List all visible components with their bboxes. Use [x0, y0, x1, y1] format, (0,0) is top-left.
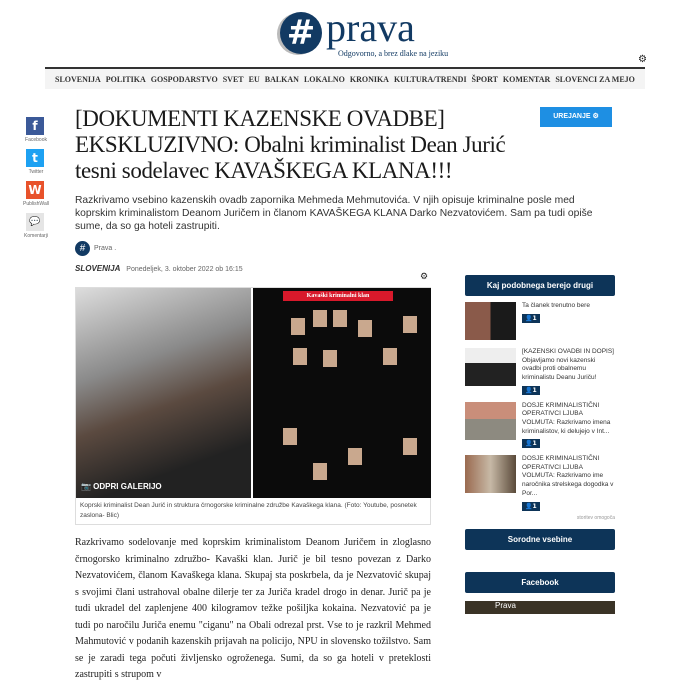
related-item[interactable]	[465, 348, 615, 396]
nav-komentar[interactable]: KOMENTAR	[502, 74, 551, 84]
share-facebook[interactable]	[25, 117, 47, 143]
author-avatar: #	[75, 241, 90, 256]
nav-kronika[interactable]: KRONIKA	[349, 74, 389, 84]
item-title: DOSJE KRIMINALISTIČNI OPERATIVCI LJUBA VOLMUTA: Razkrivamo ime naročnika strelskega dogodka v Por...	[522, 455, 614, 497]
article-title: [DOKUMENTI KAZENSKE OVADBE] EKSKLUZIVNO: Obalni kriminalist Dean Jurić tesni sodelavec KAVAŠKEGA KLANA!!!	[75, 106, 506, 183]
thumbnail	[465, 455, 516, 493]
item-title: DOSJE KRIMINALISTIČNI OPERATIVCI LJUBA VOLMUTA: Razkrivamo imena kriminalistov, ki delujejo v Int...	[522, 401, 611, 435]
item-title: [KAZENSKI OVADBI IN DOPIS] Objavljamo novi kazenski ovadbi proti obalnemu kriminalistu Deanu Juriču!	[522, 348, 614, 382]
reader-count: 👤1	[522, 386, 540, 395]
thumbnail	[465, 302, 516, 340]
nav-svet[interactable]: SVET	[222, 74, 244, 84]
gear-icon[interactable]: ⚙	[420, 271, 429, 281]
share-label: Komentarji	[24, 233, 48, 239]
facebook-icon: f	[26, 117, 44, 135]
article-body: Razkrivamo sodelovanje med koprskim kriminalistom Deanom Juričem in zloglasno črnogorsko kriminalno združbo- Kavaški klan. Jurič je bil tesno povezan z Darko Nezvatovićem, članom Kavaškega klana. Skupaj sta poskrbela, da je Nezvatović skupaj s svojimi člani ustrahoval obalne dilerje ter za Juriča kradel drogo in denar. Jurič pa je tudi ukradel del zaplenjene 400 kilogramov težke pošiljka kokaina. Nezvatović pa je tudi po naročilu Juriča enemu "ciganu" na Obali odrezal prst. Vse to je razkril Mehmed Mahmutović v podanih kazenskih prijavah na policijo, NPU in slovensko tožilstvo. Sam se je zaradi tega počuti življensko ogroženega. Sumi, da so ga hoteli v preteklosti zastrupiti s strupom v	[75, 537, 431, 680]
reader-count: 👤1	[522, 314, 540, 323]
image-banner: Kavaški kriminalni klan	[283, 291, 393, 301]
edit-button[interactable]: UREJANJE ⚙	[540, 107, 612, 127]
powered-by[interactable]: storitev omogoča	[576, 515, 615, 522]
reader-count: 👤1	[522, 502, 540, 511]
reader-count: 👤1	[522, 439, 540, 448]
facebook-widget[interactable]	[465, 601, 615, 614]
photo-portrait[interactable]	[76, 288, 251, 498]
photo-clan-structure[interactable]	[253, 288, 431, 498]
item-title: Ta članek trenutno bere	[522, 302, 590, 309]
share-publishwall[interactable]	[25, 181, 47, 207]
nav-gospodarstvo[interactable]: GOSPODARSTVO	[150, 74, 218, 84]
share-label: PublishWall	[23, 201, 49, 207]
share-label: Facebook	[25, 137, 47, 143]
article-date: Ponedeljek, 3. oktober 2022 ob 16:15	[126, 266, 243, 273]
twitter-icon: t	[26, 149, 44, 167]
related-item[interactable]	[465, 402, 615, 450]
publishwall-icon: W	[26, 181, 44, 199]
fb-page-name: Prava	[495, 601, 516, 611]
nav-slovenci-za-mejo[interactable]: SLOVENCI ZA MEJO	[555, 74, 635, 84]
share-comments[interactable]	[25, 213, 47, 239]
author-name: Prava .	[94, 245, 117, 252]
logo-hash-icon: #	[280, 12, 322, 54]
gear-icon[interactable]: ⚙	[638, 54, 647, 65]
nav-kultura[interactable]: KULTURA/TRENDI	[393, 74, 467, 84]
reading-header: Kaj podobnega berejo drugi	[465, 275, 615, 296]
article-meta	[75, 264, 540, 273]
site-logo[interactable]	[280, 5, 449, 60]
related-content-header[interactable]: Sorodne vsebine	[465, 529, 615, 550]
sidebar	[465, 275, 615, 614]
nav-eu[interactable]: EU	[248, 74, 260, 84]
related-item[interactable]	[465, 455, 615, 511]
thumbnail	[465, 402, 516, 440]
logo-wordmark: prava	[326, 5, 415, 50]
nav-politika[interactable]: POLITIKA	[105, 74, 146, 84]
comment-icon: 💬	[26, 213, 44, 231]
nav-lokalno[interactable]: LOKALNO	[303, 74, 345, 84]
main-nav	[45, 67, 645, 89]
article-lede: Razkrivamo vsebino kazenskih ovadb zapornika Mehmeda Mehmutovića. V njih opisuje kriminalne posle med koprskim kriminalistom Deanom Juričem in članom KAVAŠKEGA KLANA Darko Nezvatovićem. Sam pa tudi opiše sume, da so ga hoteli zastrupiti.	[75, 195, 593, 232]
image-caption: Koprski kriminalist Dean Jurič in struktura črnogorske kriminalne združbe Kavaškega klana. (Foto: Youtube, posnetek zaslona- Blic)	[80, 502, 417, 519]
nav-slovenija[interactable]: SLOVENIJA	[55, 74, 101, 84]
logo-tagline: Odgovorno, a brez dlake na jeziku	[338, 49, 449, 58]
nav-sport[interactable]: ŠPORT	[471, 74, 498, 84]
facebook-header: Facebook	[465, 572, 615, 593]
thumbnail	[465, 348, 516, 386]
article-figure	[75, 287, 431, 525]
share-label: Twitter	[28, 169, 44, 175]
nav-balkan[interactable]: BALKAN	[264, 74, 299, 84]
author[interactable]	[75, 241, 540, 256]
open-gallery-button[interactable]: 📷 ODPRI GALERIJO	[81, 482, 162, 491]
related-item[interactable]	[465, 302, 615, 342]
share-twitter[interactable]	[25, 149, 47, 175]
article-category[interactable]: SLOVENIJA	[75, 264, 121, 273]
